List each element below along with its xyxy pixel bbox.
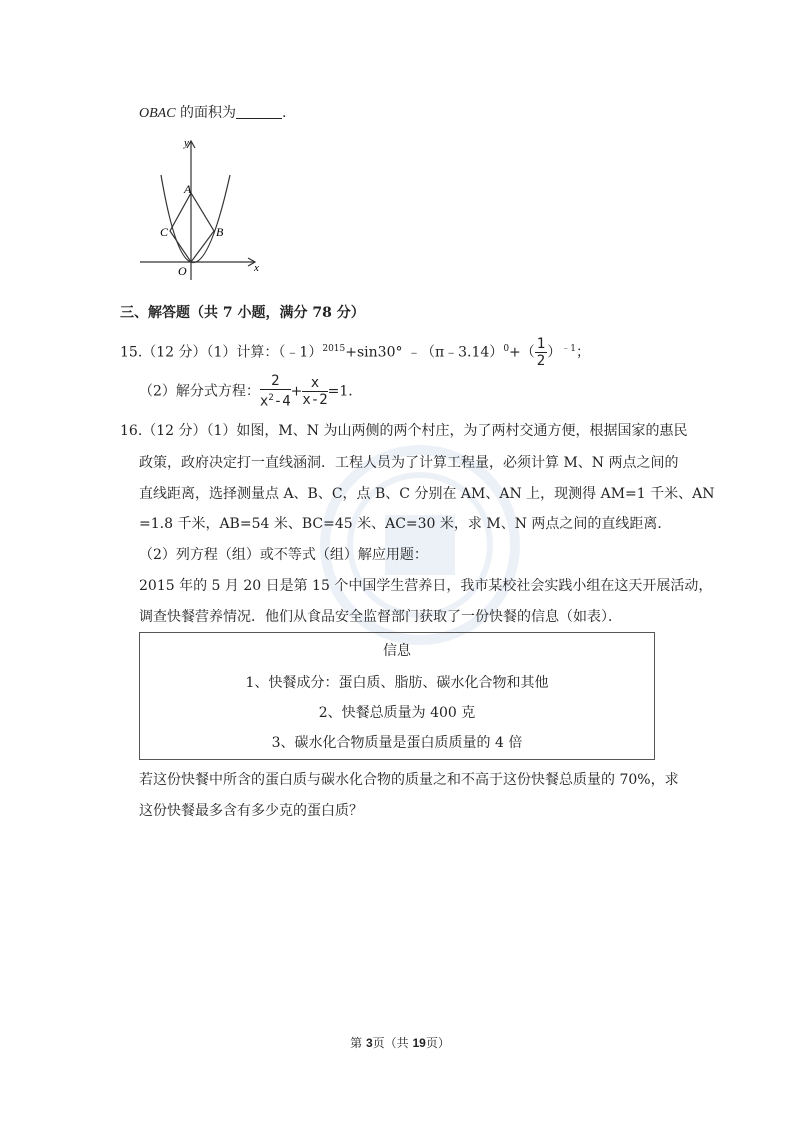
- q15-op: +: [290, 383, 303, 400]
- parabola-graph: [130, 135, 270, 285]
- q15-fraction-2: [302, 375, 327, 408]
- q14-end: .: [282, 105, 287, 121]
- q15-fraction-1: [260, 373, 291, 410]
- q15-exp3: ﹣1: [561, 343, 576, 354]
- q15-f1-den: [260, 390, 291, 410]
- q15-f1-den-sup: 2: [268, 393, 274, 403]
- q15-part2-prefix: （2）解分式方程：: [139, 383, 260, 400]
- info-header: 信息: [383, 643, 411, 659]
- q15-f2-num: x: [302, 375, 327, 392]
- q15-rhs: =1.: [327, 383, 353, 400]
- q16-line7: 调查快餐营养情况．他们从食品安全监督部门获取了一份快餐的信息（如表）．: [139, 609, 622, 625]
- q16-line2: 政策，政府决定打一直线涵洞．工程人员为了计算工程量，必须计算 M、N 两点之间的: [139, 455, 679, 471]
- info-table: [139, 632, 655, 760]
- info-row-1: 1、快餐成分：蛋白质、脂肪、碳水化合物和其他: [245, 675, 549, 691]
- q16-tail-line2: 这份快餐最多含有多少克的蛋白质？: [139, 803, 363, 819]
- q15-part1-prefix: （12 分）（1）计算：（﹣1）: [142, 344, 323, 361]
- section-heading: 三、解答题（共 7 小题，满分 78 分）: [120, 305, 365, 321]
- q15-frac-num: 1: [536, 336, 546, 352]
- q15-f1-den-b: -4: [273, 393, 291, 410]
- footer-total-pages: 19: [412, 1036, 426, 1050]
- q15-number: 15.: [120, 344, 143, 361]
- q16-line1: 16.（12 分）（1）如图，M、N 为山两侧的两个村庄，为了两村交通方便，根据国家的惠民: [120, 423, 688, 439]
- info-row-3: 3、碳水化合物质量是蛋白质质量的 4 倍: [271, 735, 523, 751]
- footer-mid: 页（共: [372, 1036, 413, 1050]
- parabola-curve: [161, 175, 230, 263]
- q15-mid: +sin30° ﹣（π﹣3.14）: [345, 344, 504, 361]
- q16-line5: （2）列方程（组）或不等式（组）解应用题：: [139, 547, 428, 563]
- q15-plus: +（: [509, 344, 535, 361]
- quadrilateral-obac: [170, 193, 214, 262]
- info-row-2: 2、快餐总质量为 400 克: [318, 705, 476, 721]
- q15-exp2: 0: [503, 343, 510, 354]
- q15-part2: [139, 373, 353, 410]
- footer-suffix: 页）: [425, 1036, 450, 1050]
- q16-tail-line1: 若这份快餐中所含的蛋白质与碳水化合物的质量之和不高于这份快餐总质量的 70%，求: [139, 772, 679, 788]
- footer-page-number: 3: [365, 1036, 373, 1050]
- q14-area-question: [139, 103, 286, 124]
- point-c-label: C: [160, 225, 169, 239]
- q15-exp1: 2015: [322, 343, 346, 354]
- footer-prefix: 第: [350, 1036, 366, 1050]
- page-footer: [0, 1034, 800, 1051]
- point-a-label: A: [184, 182, 192, 196]
- point-b-label: B: [216, 225, 224, 239]
- q15-fraction: [535, 336, 547, 369]
- q15-end: ；: [575, 344, 590, 361]
- q15-part1: [120, 336, 590, 369]
- q15-f1-den-a: x: [259, 393, 269, 410]
- q15-f1-num: 2: [260, 373, 291, 390]
- q16-line4: =1.8 千米，AB=54 米、BC=45 米、AC=30 米，求 M、N 两点之间的直线距离．: [139, 516, 672, 532]
- q16-line6: 2015 年的 5 月 20 日是第 15 个中国学生营养日，我市某校社会实践小组在这天开展活动，: [139, 578, 713, 594]
- q16-line3: 直线距离，选择测量点 A、B、C，点 B、C 分别在 AM、AN 上，现测得 AM=1 千米、AN: [139, 486, 715, 502]
- q15-frac-den: 2: [536, 353, 546, 369]
- answer-blank: [236, 104, 282, 119]
- x-axis-label: x: [254, 262, 259, 274]
- q15-f2-den: x-2: [302, 391, 328, 408]
- area-text: 的面积为: [180, 105, 237, 121]
- y-axis-label: y: [184, 137, 189, 149]
- q15-close: ）: [547, 344, 562, 361]
- quadrilateral-label: OBAC: [139, 106, 176, 121]
- origin-label: O: [178, 264, 187, 278]
